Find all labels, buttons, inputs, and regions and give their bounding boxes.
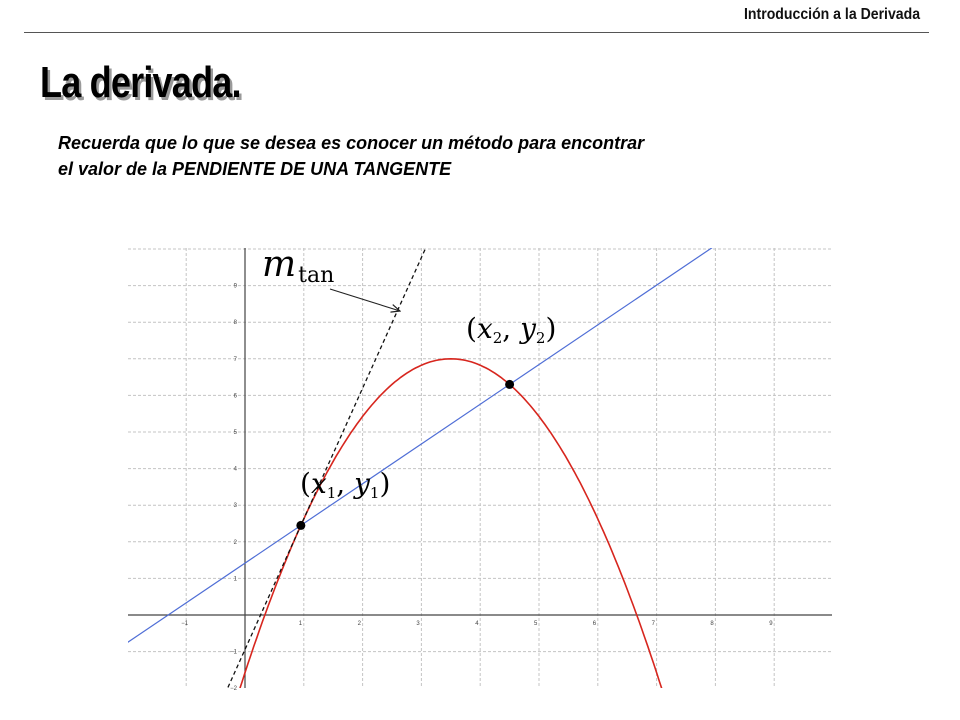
y-tick-label: 8 — [233, 320, 237, 327]
y-tick-label: 5 — [233, 430, 237, 436]
y-tick-label: −2 — [230, 686, 237, 693]
x-tick-label: 1 — [298, 621, 303, 627]
m-tan-arrow — [330, 289, 400, 311]
point-2-label: (x2, y2) — [466, 312, 557, 347]
point-2-marker — [505, 380, 514, 389]
x-tick-label: 2 — [357, 621, 361, 627]
y-tick-label: 1 — [233, 576, 237, 583]
y-tick-labels — [230, 284, 238, 693]
x-tick-label: 3 — [416, 621, 420, 627]
point-1-marker — [296, 521, 305, 530]
y-tick-label: 2 — [233, 539, 237, 546]
y-tick-label: 6 — [233, 393, 237, 400]
intro-line-1: Recuerda que lo que se desea es conocer un método para encontrar — [58, 133, 645, 153]
y-tick-label: −1 — [230, 649, 237, 656]
x-tick-label: 5 — [534, 621, 538, 627]
presentation-title: Introducción a la Derivada — [743, 6, 920, 23]
x-tick-label: 6 — [592, 621, 597, 627]
y-tick-label: 3 — [233, 503, 237, 510]
m-tan-label: mtan — [262, 244, 335, 288]
x-tick-labels — [181, 621, 773, 627]
x-tick-label: 4 — [475, 621, 479, 627]
secant-line — [127, 166, 833, 643]
x-tick-label: 7 — [651, 621, 655, 627]
parabola-curve — [216, 356, 728, 720]
x-tick-label: 8 — [710, 621, 714, 627]
intro-line-2: el valor de la PENDIENTE DE UNA TANGENTE — [58, 159, 452, 179]
tangent-line — [127, 0, 539, 720]
y-tick-label: 9 — [233, 283, 237, 290]
point-1-label: (x1, y1) — [300, 467, 391, 502]
y-tick-label: 4 — [233, 466, 237, 473]
y-tick-label: 7 — [233, 356, 237, 363]
slide-heading: La derivada. — [40, 58, 241, 107]
x-tick-label: 9 — [769, 621, 773, 627]
x-tick-label: −1 — [181, 621, 189, 627]
